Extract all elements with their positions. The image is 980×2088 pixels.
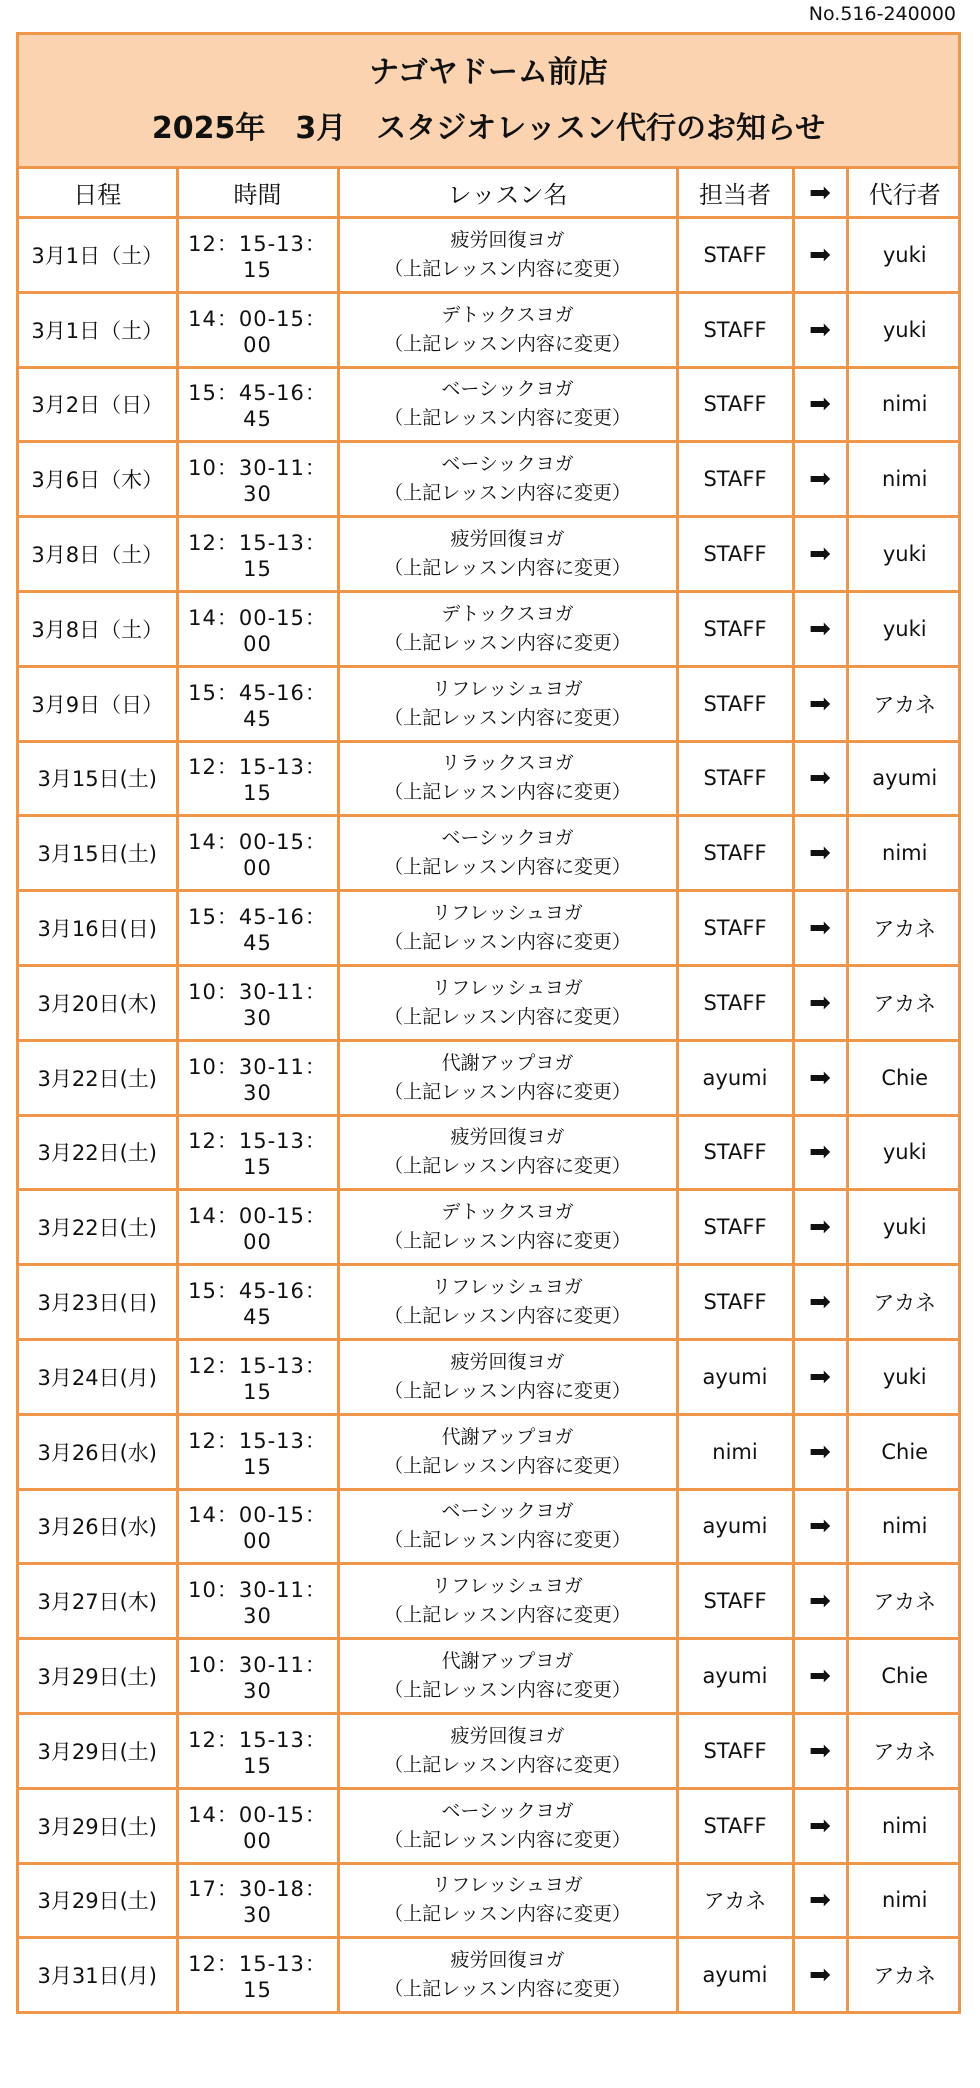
instructor-cell: STAFF (677, 517, 793, 592)
table-row (19, 517, 961, 592)
lesson-cell (338, 218, 677, 293)
lesson-cell (338, 666, 677, 741)
arrow-icon: ➡ (793, 891, 847, 966)
instructor-cell: STAFF (677, 891, 793, 966)
substitute-cell: アカネ (847, 965, 961, 1040)
lesson-note: （上記レッスン内容に変更） (384, 781, 631, 804)
time-cell: 10：30-11：30 (177, 442, 338, 517)
instructor-cell: ayumi (677, 1040, 793, 1115)
substitute-cell: yuki (847, 292, 961, 367)
lesson-cell (338, 1938, 677, 2011)
substitute-cell: nimi (847, 1788, 961, 1863)
table-row (19, 1040, 961, 1115)
date-cell: 3月24日(月) (19, 1339, 177, 1414)
lesson-name: リフレッシュヨガ (432, 677, 583, 700)
substitute-cell: アカネ (847, 1713, 961, 1788)
date-cell: 3月22日(土) (19, 1040, 177, 1115)
date-cell: 3月26日(水) (19, 1489, 177, 1564)
lesson-name: 疲労回復ヨガ (450, 528, 565, 551)
time-cell: 10：30-11：30 (177, 1639, 338, 1714)
lesson-note: （上記レッスン内容に変更） (384, 1155, 631, 1178)
lesson-cell (338, 1115, 677, 1190)
header-arrow-icon: ➡ (793, 169, 847, 218)
lesson-cell (338, 816, 677, 891)
date-cell: 3月9日（日） (19, 666, 177, 741)
arrow-icon: ➡ (793, 1863, 847, 1938)
time-cell: 10：30-11：30 (177, 1564, 338, 1639)
lesson-note: （上記レッスン内容に変更） (384, 1080, 631, 1103)
arrow-icon: ➡ (793, 1639, 847, 1714)
table-row (19, 1414, 961, 1489)
lesson-cell (338, 891, 677, 966)
lesson-note: （上記レッスン内容に変更） (384, 1454, 631, 1477)
lesson-note: （上記レッスン内容に変更） (384, 557, 631, 580)
lesson-note: （上記レッスン内容に変更） (384, 257, 631, 280)
time-cell: 15：45-16：45 (177, 891, 338, 966)
lesson-note: （上記レッスン内容に変更） (384, 631, 631, 654)
lesson-name: ベーシックヨガ (441, 453, 574, 476)
time-cell: 12：15-13：15 (177, 1938, 338, 2011)
time-cell: 15：45-16：45 (177, 666, 338, 741)
date-cell: 3月20日(木) (19, 965, 177, 1040)
arrow-icon: ➡ (793, 1339, 847, 1414)
arrow-icon: ➡ (793, 1190, 847, 1265)
instructor-cell: ayumi (677, 1489, 793, 1564)
arrow-icon: ➡ (793, 1265, 847, 1340)
time-cell: 10：30-11：30 (177, 1040, 338, 1115)
lesson-name: 疲労回復ヨガ (450, 228, 565, 251)
lesson-note: （上記レッスン内容に変更） (384, 1978, 631, 2001)
table-row (19, 367, 961, 442)
lesson-note: （上記レッスン内容に変更） (384, 1379, 631, 1402)
instructor-cell: STAFF (677, 292, 793, 367)
date-cell: 3月23日(日) (19, 1265, 177, 1340)
arrow-icon: ➡ (793, 292, 847, 367)
table-row (19, 816, 961, 891)
table-row (19, 741, 961, 816)
time-cell: 12：15-13：15 (177, 1414, 338, 1489)
time-cell: 12：15-13：15 (177, 218, 338, 293)
instructor-cell: STAFF (677, 1713, 793, 1788)
table-row (19, 1639, 961, 1714)
lesson-note: （上記レッスン内容に変更） (384, 1753, 631, 1776)
lesson-name: 疲労回復ヨガ (450, 1350, 565, 1373)
table-row (19, 442, 961, 517)
lesson-cell (338, 517, 677, 592)
lesson-cell (338, 1863, 677, 1938)
substitute-cell: ayumi (847, 741, 961, 816)
substitute-cell: Chie (847, 1639, 961, 1714)
substitute-cell: アカネ (847, 1564, 961, 1639)
lesson-cell (338, 1190, 677, 1265)
arrow-icon: ➡ (793, 741, 847, 816)
lesson-cell (338, 591, 677, 666)
substitute-cell: nimi (847, 367, 961, 442)
lesson-note: （上記レッスン内容に変更） (384, 931, 631, 954)
lesson-name: リフレッシュヨガ (432, 1276, 583, 1299)
header-substitute: 代行者 (847, 169, 961, 218)
time-cell: 14：00-15：00 (177, 1190, 338, 1265)
time-cell: 14：00-15：00 (177, 292, 338, 367)
arrow-icon: ➡ (793, 1788, 847, 1863)
lesson-name: ベーシックヨガ (441, 1500, 574, 1523)
arrow-icon: ➡ (793, 517, 847, 592)
header-row (19, 169, 961, 218)
date-cell: 3月8日（土） (19, 517, 177, 592)
instructor-cell: アカネ (677, 1863, 793, 1938)
lesson-note: （上記レッスン内容に変更） (384, 856, 631, 879)
instructor-cell: STAFF (677, 591, 793, 666)
instructor-cell: STAFF (677, 442, 793, 517)
table-row (19, 1938, 961, 2011)
instructor-cell: STAFF (677, 1564, 793, 1639)
lesson-cell (338, 367, 677, 442)
lesson-note: （上記レッスン内容に変更） (384, 706, 631, 729)
substitute-cell: アカネ (847, 891, 961, 966)
table-row (19, 1788, 961, 1863)
lesson-cell (338, 442, 677, 517)
lesson-name: 疲労回復ヨガ (450, 1724, 565, 1747)
substitute-cell: yuki (847, 1115, 961, 1190)
table-row (19, 1564, 961, 1639)
time-cell: 15：45-16：45 (177, 1265, 338, 1340)
date-cell: 3月29日(土) (19, 1863, 177, 1938)
instructor-cell: STAFF (677, 218, 793, 293)
lesson-name: デトックスヨガ (441, 303, 574, 326)
arrow-icon: ➡ (793, 367, 847, 442)
substitute-cell: Chie (847, 1040, 961, 1115)
date-cell: 3月1日（土） (19, 218, 177, 293)
lesson-cell (338, 1713, 677, 1788)
table-row (19, 1190, 961, 1265)
instructor-cell: STAFF (677, 965, 793, 1040)
lesson-note: （上記レッスン内容に変更） (384, 482, 631, 505)
lesson-cell (338, 1564, 677, 1639)
lesson-name: ベーシックヨガ (441, 1799, 574, 1822)
date-cell: 3月6日（木） (19, 442, 177, 517)
arrow-icon: ➡ (793, 816, 847, 891)
lesson-name: デトックスヨガ (441, 602, 574, 625)
arrow-icon: ➡ (793, 666, 847, 741)
substitute-cell: yuki (847, 1339, 961, 1414)
substitute-cell: アカネ (847, 1265, 961, 1340)
instructor-cell: ayumi (677, 1938, 793, 2011)
lesson-name: リフレッシュヨガ (432, 1575, 583, 1598)
table-row (19, 1863, 961, 1938)
store-name: ナゴヤドーム前店 (369, 54, 608, 90)
instructor-cell: STAFF (677, 1788, 793, 1863)
lesson-note: （上記レッスン内容に変更） (384, 1305, 631, 1328)
instructor-cell: nimi (677, 1414, 793, 1489)
date-cell: 3月27日(木) (19, 1564, 177, 1639)
lesson-name: 代謝アップヨガ (441, 1425, 574, 1448)
date-cell: 3月29日(土) (19, 1639, 177, 1714)
arrow-icon: ➡ (793, 1040, 847, 1115)
substitute-schedule-table (19, 169, 961, 2011)
date-cell: 3月22日(土) (19, 1190, 177, 1265)
lesson-note: （上記レッスン内容に変更） (384, 1529, 631, 1552)
lesson-name: 代謝アップヨガ (441, 1650, 574, 1673)
arrow-icon: ➡ (793, 442, 847, 517)
time-cell: 14：00-15：00 (177, 1788, 338, 1863)
table-row (19, 965, 961, 1040)
header-lesson: レッスン名 (338, 169, 677, 218)
table-row (19, 666, 961, 741)
time-cell: 15：45-16：45 (177, 367, 338, 442)
table-row (19, 1489, 961, 1564)
date-cell: 3月8日（土） (19, 591, 177, 666)
lesson-name: ベーシックヨガ (441, 378, 574, 401)
lesson-name: リフレッシュヨガ (432, 976, 583, 999)
arrow-icon: ➡ (793, 1115, 847, 1190)
lesson-cell (338, 1414, 677, 1489)
arrow-icon: ➡ (793, 1938, 847, 2011)
lesson-name: 疲労回復ヨガ (450, 1949, 565, 1972)
lesson-name: デトックスヨガ (441, 1201, 574, 1224)
instructor-cell: ayumi (677, 1339, 793, 1414)
lesson-cell (338, 965, 677, 1040)
time-cell: 12：15-13：15 (177, 741, 338, 816)
title-banner (19, 35, 958, 169)
lesson-note: （上記レッスン内容に変更） (384, 1230, 631, 1253)
substitute-cell: アカネ (847, 666, 961, 741)
lesson-cell (338, 1265, 677, 1340)
substitute-cell: nimi (847, 816, 961, 891)
document-number: No.516-240000 (808, 3, 956, 25)
lesson-note: （上記レッスン内容に変更） (384, 407, 631, 430)
instructor-cell: STAFF (677, 367, 793, 442)
instructor-cell: ayumi (677, 1639, 793, 1714)
instructor-cell: STAFF (677, 666, 793, 741)
date-cell: 3月29日(土) (19, 1713, 177, 1788)
time-cell: 14：00-15：00 (177, 591, 338, 666)
table-row (19, 1115, 961, 1190)
time-cell: 12：15-13：15 (177, 1339, 338, 1414)
instructor-cell: STAFF (677, 1115, 793, 1190)
time-cell: 10：30-11：30 (177, 965, 338, 1040)
time-cell: 14：00-15：00 (177, 816, 338, 891)
substitute-cell: nimi (847, 1863, 961, 1938)
lesson-note: （上記レッスン内容に変更） (384, 1005, 631, 1028)
lesson-note: （上記レッスン内容に変更） (384, 1604, 631, 1627)
time-cell: 14：00-15：00 (177, 1489, 338, 1564)
table-row (19, 891, 961, 966)
arrow-icon: ➡ (793, 1414, 847, 1489)
lesson-note: （上記レッスン内容に変更） (384, 1828, 631, 1851)
time-cell: 12：15-13：15 (177, 517, 338, 592)
time-cell: 12：15-13：15 (177, 1713, 338, 1788)
lesson-cell (338, 741, 677, 816)
table-row (19, 1265, 961, 1340)
substitute-cell: アカネ (847, 1938, 961, 2011)
lesson-note: （上記レッスン内容に変更） (384, 332, 631, 355)
table-row (19, 292, 961, 367)
lesson-cell (338, 1040, 677, 1115)
instructor-cell: STAFF (677, 1190, 793, 1265)
lesson-note: （上記レッスン内容に変更） (384, 1903, 631, 1926)
substitute-cell: nimi (847, 442, 961, 517)
date-cell: 3月15日(土) (19, 816, 177, 891)
substitute-cell: yuki (847, 1190, 961, 1265)
instructor-cell: STAFF (677, 1265, 793, 1340)
notice-sheet (16, 32, 961, 2014)
lesson-cell (338, 1788, 677, 1863)
date-cell: 3月22日(土) (19, 1115, 177, 1190)
table-row (19, 1713, 961, 1788)
time-cell: 17：30-18：30 (177, 1863, 338, 1938)
lesson-cell (338, 1339, 677, 1414)
header-date: 日程 (19, 169, 177, 218)
instructor-cell: STAFF (677, 741, 793, 816)
lesson-cell (338, 292, 677, 367)
substitute-cell: nimi (847, 1489, 961, 1564)
arrow-icon: ➡ (793, 1489, 847, 1564)
lesson-name: 疲労回復ヨガ (450, 1126, 565, 1149)
instructor-cell: STAFF (677, 816, 793, 891)
date-cell: 3月2日（日） (19, 367, 177, 442)
header-instructor: 担当者 (677, 169, 793, 218)
time-cell: 12：15-13：15 (177, 1115, 338, 1190)
table-row (19, 591, 961, 666)
substitute-cell: yuki (847, 218, 961, 293)
arrow-icon: ➡ (793, 218, 847, 293)
date-cell: 3月31日(月) (19, 1938, 177, 2011)
table-row (19, 1339, 961, 1414)
date-cell: 3月29日(土) (19, 1788, 177, 1863)
date-cell: 3月16日(日) (19, 891, 177, 966)
arrow-icon: ➡ (793, 1713, 847, 1788)
lesson-cell (338, 1639, 677, 1714)
lesson-name: リフレッシュヨガ (432, 902, 583, 925)
substitute-cell: yuki (847, 517, 961, 592)
lesson-cell (338, 1489, 677, 1564)
header-time: 時間 (177, 169, 338, 218)
date-cell: 3月15日(土) (19, 741, 177, 816)
substitute-cell: Chie (847, 1414, 961, 1489)
lesson-note: （上記レッスン内容に変更） (384, 1679, 631, 1702)
lesson-name: ベーシックヨガ (441, 827, 574, 850)
lesson-name: リフレッシュヨガ (432, 1874, 583, 1897)
arrow-icon: ➡ (793, 591, 847, 666)
table-row (19, 218, 961, 293)
lesson-name: 代謝アップヨガ (441, 1051, 574, 1074)
date-cell: 3月1日（土） (19, 292, 177, 367)
substitute-cell: yuki (847, 591, 961, 666)
date-cell: 3月26日(水) (19, 1414, 177, 1489)
notice-title: 2025年 3月 スタジオレッスン代行のお知らせ (151, 110, 826, 146)
arrow-icon: ➡ (793, 1564, 847, 1639)
lesson-name: リラックスヨガ (441, 752, 574, 775)
arrow-icon: ➡ (793, 965, 847, 1040)
